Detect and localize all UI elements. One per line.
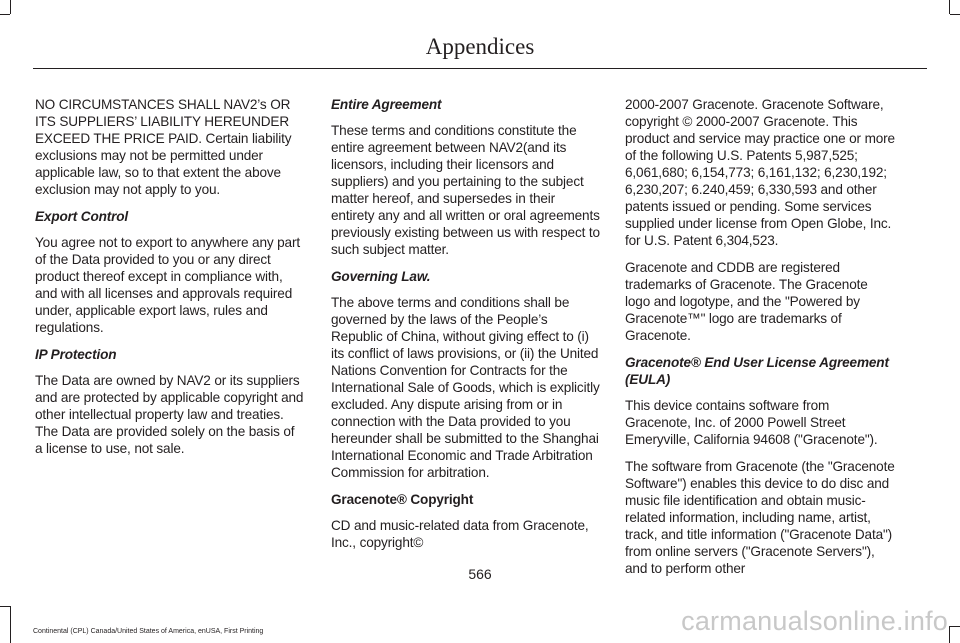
crop-mark [949, 0, 950, 14]
paragraph: The Data are owned by NAV2 or its suppliers and are protected by applicable copyright and other intellectual property law and treaties. The Data are provided solely on the basis of a license to use, not sale. [35, 373, 304, 456]
crop-mark [950, 14, 960, 15]
paragraph: Gracenote and CDDB are registered trademarks of Gracenote. The Gracenote logo and logotype, and the "Powered by Gracenote™" logo are trademarks of Gracenote. [625, 260, 868, 343]
section-heading: Export Control [35, 209, 129, 224]
section-heading: Governing Law. [331, 269, 431, 284]
paragraph: These terms and conditions constitute the entire agreement between NAV2(and its licensors, including their licensors and suppliers) and you pertaining to the subject matter hereof, and supersedes in their entirety any and all written or oral agreements previously existing between us with respect to such subject matter. [331, 123, 600, 257]
text-column-2 [331, 96, 601, 561]
text-column-3 [625, 96, 895, 587]
crop-mark [10, 606, 11, 643]
section-heading: IP Protection [35, 347, 117, 362]
paragraph: NO CIRCUMSTANCES SHALL NAV2’s OR ITS SUPPLIERS’ LIABILITY HEREUNDER EXCEED THE PRICE PAID. Certain liability exclusions may not be permitted under applicable law, so to that extent the above exclusion may not apply to you. [35, 97, 292, 197]
crop-mark [10, 0, 11, 14]
footer-text: Continental (CPL) Canada/United States of America, enUSA, First Printing [33, 628, 264, 635]
paragraph: This device contains software from Gracenote, Inc. of 2000 Powell Street Emeryville, California 94608 ("Gracenote"). [625, 398, 878, 447]
section-heading: Entire Agreement [331, 97, 442, 112]
page-number: 566 [468, 566, 492, 582]
crop-mark [950, 626, 960, 627]
section-heading: Gracenote® Copyright [331, 492, 474, 507]
section-heading: Gracenote® End User License Agreement (EULA) [625, 355, 889, 387]
watermark: carmanualsonline.info [681, 606, 948, 636]
paragraph: CD and music-related data from Gracenote, Inc., copyright© [331, 518, 589, 550]
paragraph: The above terms and conditions shall be governed by the laws of the People’s Republic of China, without giving effect to (i) its conflict of laws provisions, or (ii) the United Nations Convention for Contracts for the International Sale of Goods, which is explicitly excluded. Any dispute arising from or in connection with the Data provided to you hereunder shall be submitted to the Shanghai International Economic and Trade Arbitration Commission for arbitration. [331, 295, 600, 480]
page-title: Appendices [425, 34, 535, 59]
crop-mark [949, 626, 950, 643]
paragraph: 2000-2007 Gracenote. Gracenote Software, copyright © 2000-2007 Gracenote. This product and service may practice one or more of the following U.S. Patents 5,987,525; 6,061,680; 6,154,773; 6,161,132; 6,230,192; 6,230,207; 6.240,459; 6,330,593 and other patents issued or pending. Some services supplied under license from Open Globe, Inc. for U.S. Patent 6,304,523. [625, 97, 895, 248]
crop-mark [0, 14, 10, 15]
paragraph: You agree not to export to anywhere any part of the Data provided to you or any direct product thereof except in compliance with, and with all licenses and approvals required under, applicable export laws, rules and regulations. [35, 235, 300, 335]
paragraph: The software from Gracenote (the "Gracenote Software") enables this device to do disc and music file identification and obtain music-related information, including name, artist, track, and title information ("Gracenote Data") from online servers ("Gracenote Servers"), and to perform other [625, 459, 895, 576]
crop-mark [0, 606, 10, 607]
text-column-1 [35, 96, 305, 467]
header-divider [33, 68, 927, 69]
